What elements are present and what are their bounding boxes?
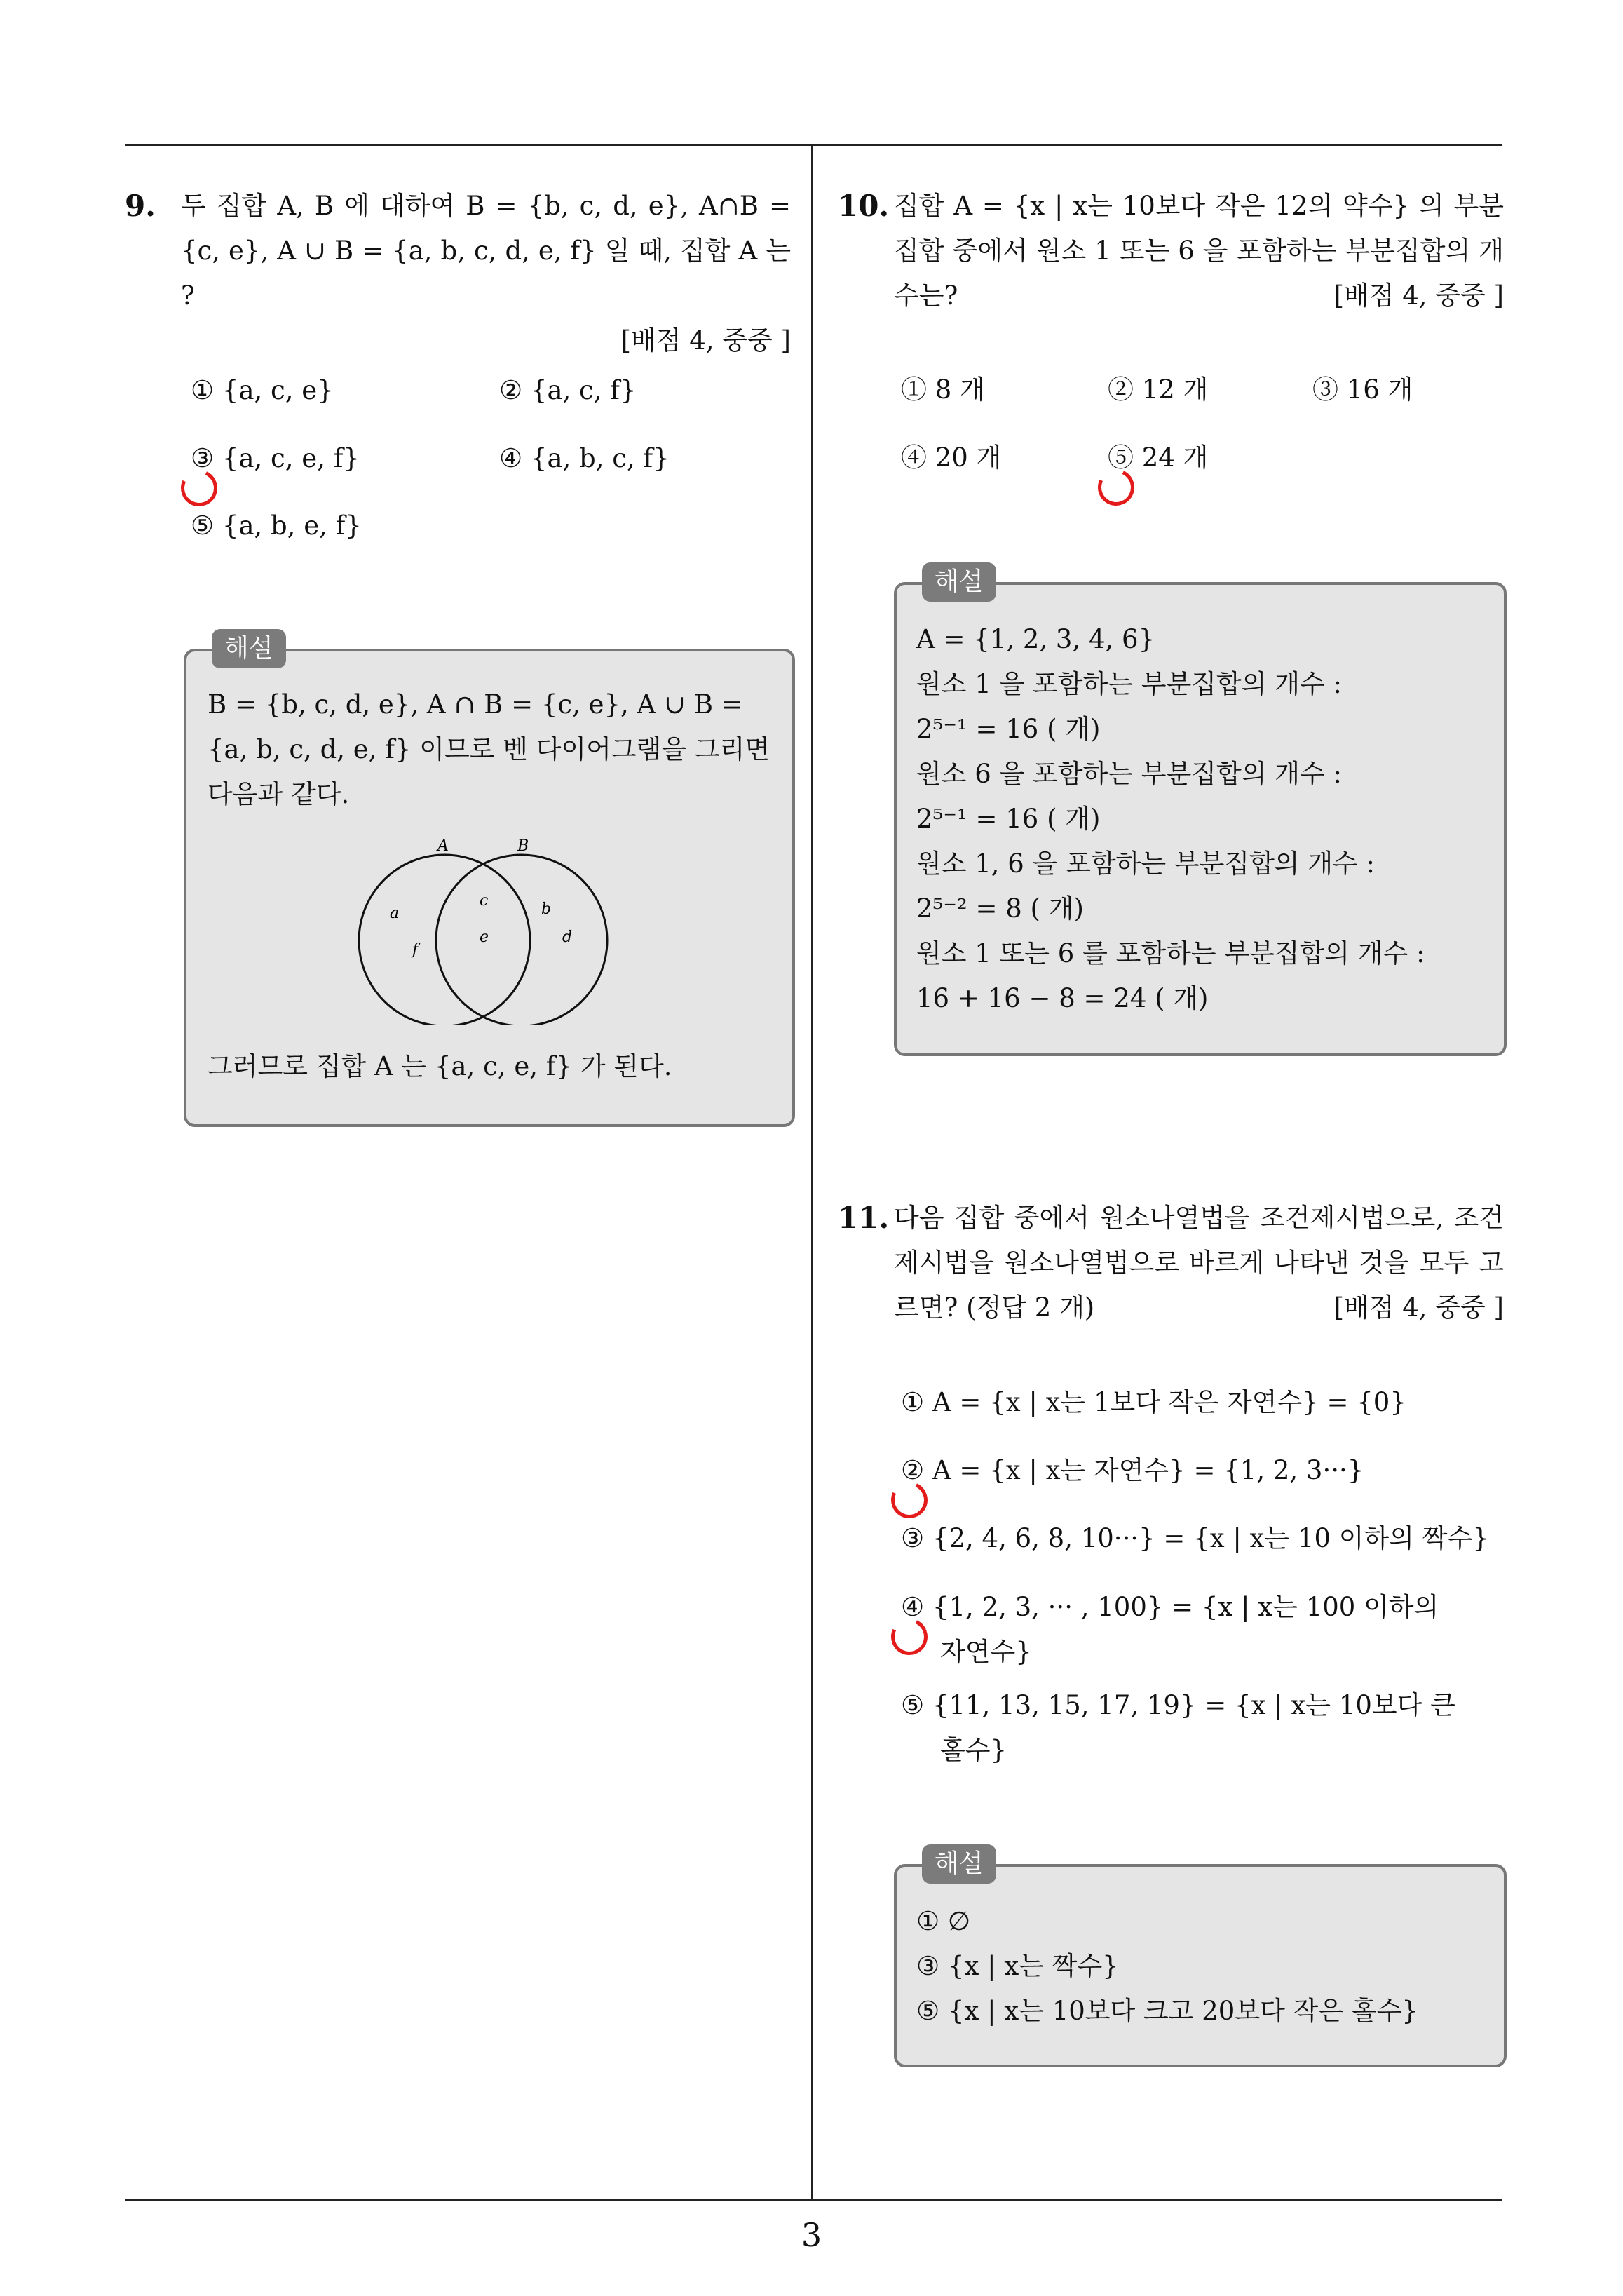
q11-choice-4[interactable]: ④ {1, 2, 3, ··· , 100} = {x | x는 100 이하의 자연수} [901,1585,1439,1675]
question-number: 10. [838,189,890,223]
solution-text: B = {b, c, d, e}, A ∩ B = {c, e}, A ∪ B = {a, b, c, d, e, f} 이므로 벤 다이어그램을 그리면 다음과 같다. [208,689,770,809]
q9-choice-2[interactable]: ② {a, c, f} [499,375,637,405]
question-10 [838,184,1511,318]
q9-choice-4[interactable]: ④ {a, b, c, f} [499,443,670,473]
q10-choice-3[interactable]: ③ 16 개 [1312,374,1413,405]
bottom-rule [125,2199,1502,2201]
top-rule [125,144,1502,146]
q9-solution-box [184,634,795,1127]
q11-choice-3[interactable]: ③ {2, 4, 6, 8, 10···} = {x | x는 10 이하의 짝수} [901,1523,1489,1553]
solution-line: 16 + 16 − 8 = 24 ( 개) [916,983,1209,1013]
solution-tag: 해설 [212,629,286,668]
venn-label-a: A [437,837,449,855]
venn-element: e [480,928,489,946]
score-label: [배점 4, 중중 ] [1333,1292,1504,1323]
solution-line: ① ∅ [916,1906,971,1936]
q11-choice-1[interactable]: ① A = {x | x는 1보다 작은 자연수} = {0} [901,1387,1406,1417]
column-divider [811,144,813,2199]
question-text: 집합 A = {x | x는 10보다 작은 12의 약수} 의 부분집합 중에서 원소 1 또는 6 을 포함하는 부분집합의 개수는? [894,191,1504,311]
q9-choice-3[interactable]: ③ {a, c, e, f} [191,436,360,481]
q9-choice-1[interactable]: ① {a, c, e} [191,375,334,405]
solution-line: 원소 6 을 포함하는 부분집합의 개수 : [916,759,1342,789]
q10-choice-4[interactable]: ④ 20 개 [901,443,1002,473]
q11-choice-2[interactable]: ② A = {x | x는 자연수} = {1, 2, 3···} [901,1448,1364,1493]
choice-continuation: 홀수} [940,1735,1007,1765]
page-number: 3 [801,2216,822,2254]
solution-line: 2⁵⁻¹ = 16 ( 개) [916,714,1101,744]
solution-line: 원소 1 을 포함하는 부분집합의 개수 : [916,669,1342,699]
score-label: [배점 4, 중중 ] [1333,281,1504,311]
solution-line: 2⁵⁻¹ = 16 ( 개) [916,804,1101,834]
question-text: 다음 집합 중에서 원소나열법을 조건제시법으로, 조건제시법을 원소나열법으로 바르게 나타낸 것을 모두 고르면? (정답 2 개) [894,1203,1504,1323]
choice-continuation: 자연수} [940,1637,1032,1667]
question-text: 두 집합 A, B 에 대하여 B = {b, c, d, e}, A∩B = {c, e}, A ∪ B = {a, b, c, d, e, f} 일 때, 집합 A 는 ? [181,191,791,311]
venn-element: b [541,900,552,918]
question-number: 9. [125,189,156,223]
q10-choice-2[interactable]: ② 12 개 [1108,374,1209,405]
solution-line: A = {1, 2, 3, 4, 6} [916,624,1155,654]
venn-element: a [390,905,400,922]
solution-line: ⑤ {x | x는 10보다 크고 20보다 작은 홀수} [916,1996,1418,2026]
venn-element: f [412,941,419,959]
solution-tag: 해설 [922,562,996,602]
score-label: [배점 4, 중중 ] [620,325,791,356]
solution-conclusion: 그러므로 집합 A 는 {a, c, e, f} 가 된다. [208,1051,672,1081]
solution-line: 2⁵⁻² = 8 ( 개) [916,893,1084,924]
venn-element: d [562,928,573,946]
solution-tag: 해설 [922,1844,996,1884]
question-9 [125,184,798,363]
question-number: 11. [838,1201,890,1235]
venn-label-b: B [517,837,529,855]
q10-solution-box [894,567,1507,1056]
q11-solution-box [894,1849,1507,2067]
q9-choice-5[interactable]: ⑤ {a, b, e, f} [191,511,362,541]
q10-choice-5[interactable]: ⑤ 24 개 [1108,435,1208,480]
venn-diagram [355,835,635,1025]
solution-line: 원소 1, 6 을 포함하는 부분집합의 개수 : [916,849,1376,879]
solution-line: ③ {x | x는 짝수} [916,1951,1119,1981]
solution-line: 원소 1 또는 6 를 포함하는 부분집합의 개수 : [916,938,1425,968]
venn-element: c [480,892,489,910]
q11-choice-5[interactable]: ⑤ {11, 13, 15, 17, 19} = {x | x는 10보다 큰 홀수} [901,1683,1455,1773]
q10-choice-1[interactable]: ① 8 개 [901,374,985,405]
question-11 [838,1196,1511,1330]
